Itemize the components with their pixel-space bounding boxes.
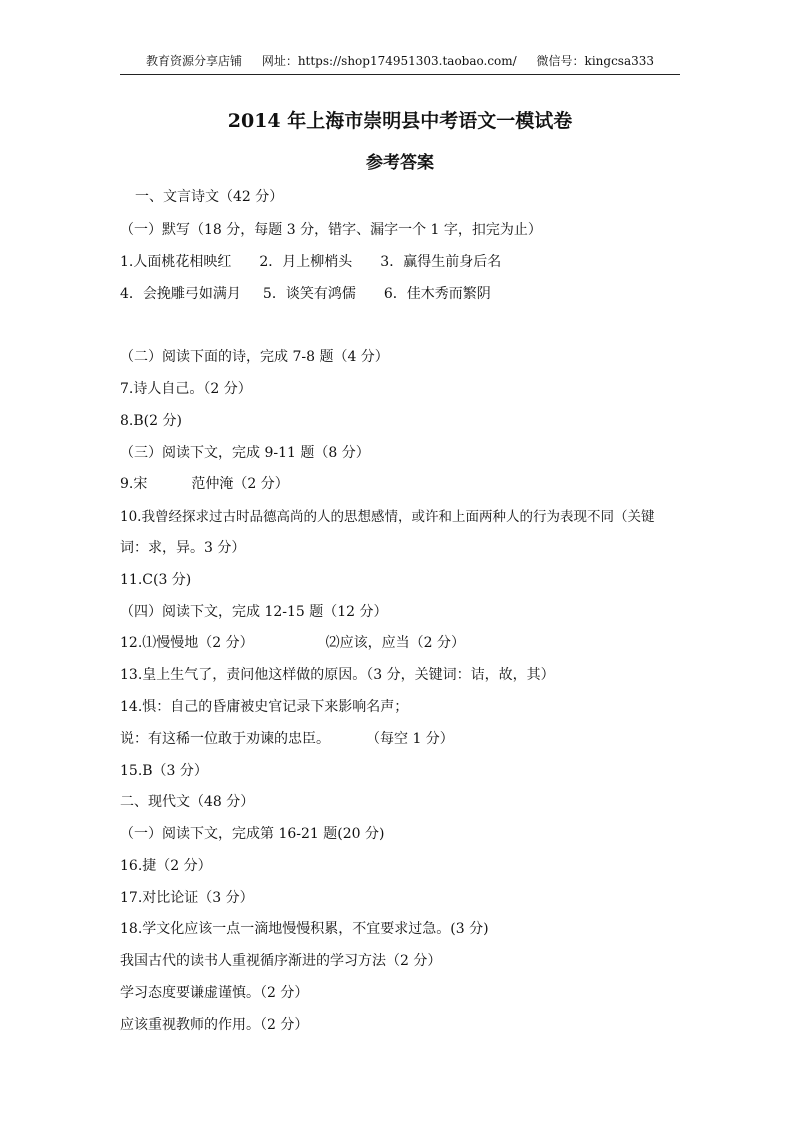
- answer-text: 7.诗人自己。（2 分）: [120, 381, 252, 397]
- page-subtitle: 参考答案: [366, 153, 434, 173]
- answer-text: 12.⑴慢慢地（2 分）: [120, 635, 254, 651]
- section-heading: 一、文言诗文（42 分）: [135, 189, 284, 205]
- subsection-heading: （三）阅读下文，完成 9-11 题（8 分）: [120, 445, 370, 461]
- answer-text: 9.宋: [120, 476, 148, 492]
- answer-text: 4．会挽雕弓如满月: [120, 286, 241, 302]
- subsection-heading: （一）阅读下文，完成第 16-21 题(20 分): [120, 826, 385, 842]
- answer-text: 18.学文化应该一点一滴地慢慢积累，不宜要求过急。(3 分): [120, 921, 489, 937]
- header-shop: 教育资源分享店铺: [145, 54, 242, 68]
- header-wechat: 微信号：kingcsa333: [536, 54, 655, 68]
- answer-text: 13.皇上生气了，责问他这样做的原因。（3 分，关键词：诘，故，其）: [120, 667, 555, 683]
- answer-row: [120, 473, 700, 493]
- answer-text: 16.捷（2 分）: [120, 858, 212, 874]
- answer-text: 词：求，异。3 分）: [120, 540, 246, 556]
- answer-text: 3．赢得生前身后名: [380, 254, 502, 270]
- page-title: 2014 年上海市崇明县中考语文一模试卷: [227, 110, 573, 132]
- answer-row: [120, 251, 700, 271]
- answer-text: 15.B（3 分）: [120, 763, 208, 779]
- subsection-heading: （一）默写（18 分，每题 3 分，错字、漏字一个 1 字，扣完为止）: [120, 222, 542, 238]
- answer-text: 17.对比论证（3 分）: [120, 890, 254, 906]
- answer-text: 1.人面桃花相映红: [120, 254, 232, 270]
- answer-text: 14.惧：自己的昏庸被史官记录下来影响名声；: [120, 699, 409, 715]
- header-url: 网址：https://shop174951303.taobao.com/: [261, 54, 517, 68]
- answer-row: [120, 632, 700, 652]
- page-header: [120, 52, 680, 75]
- answer-text: 2．月上柳梢头: [259, 254, 353, 270]
- answer-row: [120, 728, 700, 748]
- answer-text: 5．谈笑有鸿儒: [262, 286, 356, 302]
- answer-text: 范仲淹（2 分）: [191, 476, 289, 492]
- answer-text: 10.我曾经探求过古时品德高尚的人的思想感情，或许和上面两种人的行为表现不同（关键: [120, 509, 655, 525]
- answer-text: 8.B(2 分): [120, 413, 182, 429]
- answer-text: 我国古代的读书人重视循序渐进的学习方法（2 分）: [120, 953, 442, 969]
- answer-text: 6．佳木秀而繁阴: [383, 286, 491, 302]
- section-heading: 二、现代文（48 分）: [120, 794, 255, 810]
- answer-text: （每空 1 分）: [366, 731, 454, 747]
- answer-text: 应该重视教师的作用。（2 分）: [120, 1017, 309, 1033]
- answer-text: 11.C(3 分): [120, 572, 192, 588]
- answer-text: 说：有这稀一位敢于劝谏的忠臣。: [120, 731, 330, 747]
- answer-text: 学习态度要谦虚谨慎。（2 分）: [120, 985, 309, 1001]
- answer-text: ⑵应该，应当（2 分）: [325, 635, 465, 651]
- subsection-heading: （二）阅读下面的诗，完成 7-8 题（4 分）: [120, 349, 389, 365]
- answer-row: [120, 283, 700, 303]
- subsection-heading: （四）阅读下文，完成 12-15 题（12 分）: [120, 604, 388, 620]
